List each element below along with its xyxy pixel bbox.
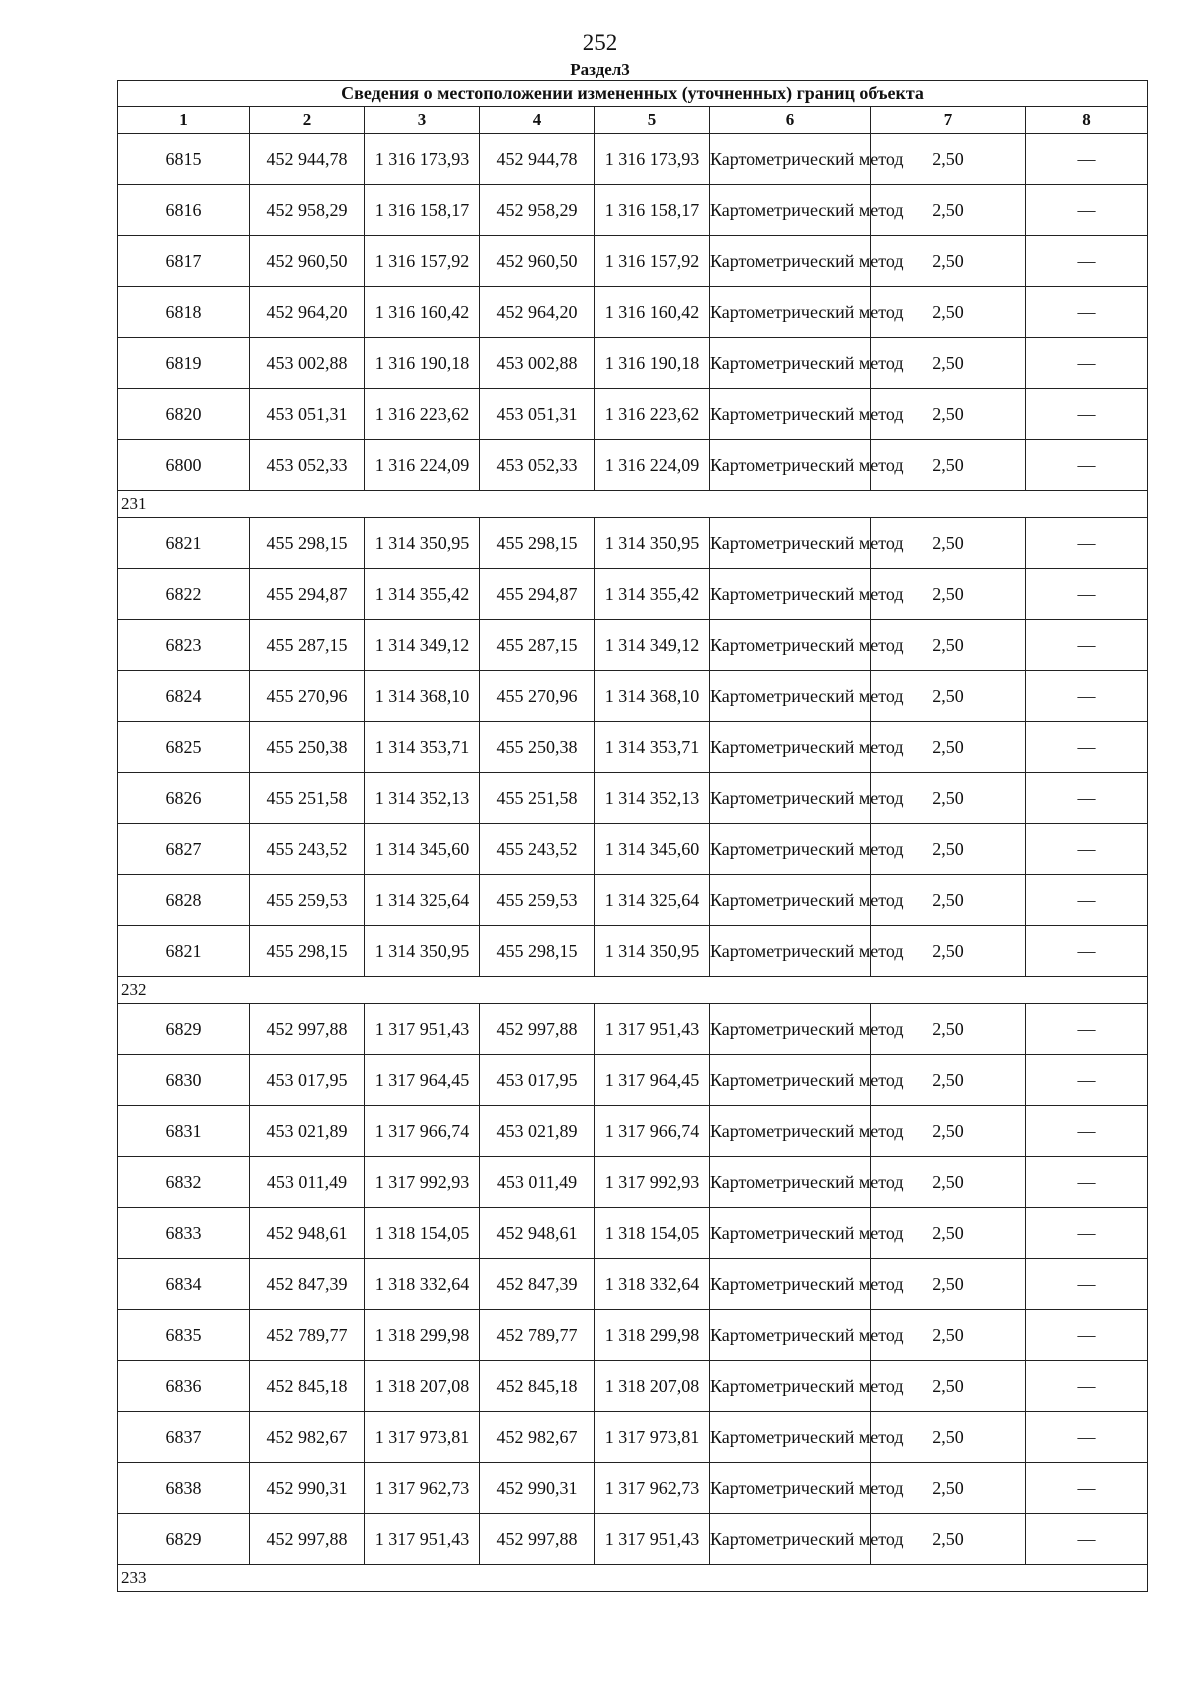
column-numbers-row [118,107,1148,134]
column-number: 1 [118,107,250,134]
accuracy: 2,50 [871,236,1026,287]
y-old: 1 318 154,05 [365,1208,480,1259]
method: Картометрический метод [710,875,871,926]
table-caption: Сведения о местоположении измененных (уточненных) границ объекта [118,81,1148,107]
method: Картометрический метод [710,620,871,671]
group-row [118,977,1148,1004]
method: Картометрический метод [710,1463,871,1514]
note-dash: — [1026,569,1148,620]
accuracy: 2,50 [871,1004,1026,1055]
point-number: 6822 [118,569,250,620]
accuracy: 2,50 [871,1514,1026,1565]
x-old: 452 789,77 [250,1310,365,1361]
table-row [118,1055,1148,1106]
accuracy: 2,50 [871,1463,1026,1514]
point-number: 6832 [118,1157,250,1208]
accuracy: 2,50 [871,287,1026,338]
y-new: 1 317 973,81 [595,1412,710,1463]
method: Картометрический метод [710,824,871,875]
accuracy: 2,50 [871,1157,1026,1208]
x-old: 452 997,88 [250,1004,365,1055]
x-new: 455 287,15 [480,620,595,671]
note-dash: — [1026,389,1148,440]
column-number: 4 [480,107,595,134]
accuracy: 2,50 [871,1055,1026,1106]
note-dash: — [1026,1055,1148,1106]
method: Картометрический метод [710,773,871,824]
table-row [118,1514,1148,1565]
x-new: 452 948,61 [480,1208,595,1259]
point-number: 6821 [118,926,250,977]
y-old: 1 317 992,93 [365,1157,480,1208]
method: Картометрический метод [710,518,871,569]
accuracy: 2,50 [871,338,1026,389]
y-new: 1 314 345,60 [595,824,710,875]
point-number: 6827 [118,824,250,875]
method: Картометрический метод [710,722,871,773]
note-dash: — [1026,824,1148,875]
table-row [118,287,1148,338]
y-new: 1 314 352,13 [595,773,710,824]
table-row [118,1310,1148,1361]
x-old: 452 997,88 [250,1514,365,1565]
note-dash: — [1026,722,1148,773]
point-number: 6823 [118,620,250,671]
x-old: 455 298,15 [250,926,365,977]
y-old: 1 314 368,10 [365,671,480,722]
accuracy: 2,50 [871,671,1026,722]
table-body [118,134,1148,1592]
x-old: 455 287,15 [250,620,365,671]
x-new: 453 002,88 [480,338,595,389]
group-row [118,491,1148,518]
x-new: 455 270,96 [480,671,595,722]
y-old: 1 314 349,12 [365,620,480,671]
point-number: 6826 [118,773,250,824]
method: Картометрический метод [710,1106,871,1157]
x-old: 455 251,58 [250,773,365,824]
y-old: 1 317 951,43 [365,1514,480,1565]
y-new: 1 316 223,62 [595,389,710,440]
y-new: 1 318 154,05 [595,1208,710,1259]
y-old: 1 316 224,09 [365,440,480,491]
table-row [118,134,1148,185]
method: Картометрический метод [710,926,871,977]
y-new: 1 314 350,95 [595,518,710,569]
column-number: 8 [1026,107,1148,134]
x-old: 452 948,61 [250,1208,365,1259]
x-old: 452 982,67 [250,1412,365,1463]
point-number: 6820 [118,389,250,440]
group-number: 233 [118,1565,1148,1592]
method: Картометрический метод [710,1004,871,1055]
y-new: 1 318 332,64 [595,1259,710,1310]
method: Картометрический метод [710,569,871,620]
x-new: 455 259,53 [480,875,595,926]
y-old: 1 314 325,64 [365,875,480,926]
x-old: 453 011,49 [250,1157,365,1208]
x-new: 455 298,15 [480,518,595,569]
accuracy: 2,50 [871,875,1026,926]
y-new: 1 316 160,42 [595,287,710,338]
y-new: 1 316 158,17 [595,185,710,236]
y-old: 1 317 951,43 [365,1004,480,1055]
y-new: 1 317 964,45 [595,1055,710,1106]
column-number: 3 [365,107,480,134]
x-new: 455 243,52 [480,824,595,875]
method: Картометрический метод [710,440,871,491]
table-row [118,338,1148,389]
note-dash: — [1026,671,1148,722]
note-dash: — [1026,1157,1148,1208]
point-number: 6800 [118,440,250,491]
point-number: 6836 [118,1361,250,1412]
table-row [118,1106,1148,1157]
y-new: 1 314 349,12 [595,620,710,671]
x-old: 453 017,95 [250,1055,365,1106]
table-row [118,440,1148,491]
table-row [118,236,1148,287]
group-number: 231 [118,491,1148,518]
x-old: 453 052,33 [250,440,365,491]
y-new: 1 317 962,73 [595,1463,710,1514]
x-old: 453 051,31 [250,389,365,440]
x-new: 452 845,18 [480,1361,595,1412]
table-row [118,1259,1148,1310]
point-number: 6829 [118,1004,250,1055]
point-number: 6830 [118,1055,250,1106]
y-new: 1 317 951,43 [595,1004,710,1055]
accuracy: 2,50 [871,773,1026,824]
method: Картометрический метод [710,134,871,185]
accuracy: 2,50 [871,620,1026,671]
table-row [118,389,1148,440]
accuracy: 2,50 [871,824,1026,875]
column-number: 5 [595,107,710,134]
accuracy: 2,50 [871,1412,1026,1463]
y-old: 1 318 207,08 [365,1361,480,1412]
x-old: 452 990,31 [250,1463,365,1514]
page-number: 252 [582,30,618,55]
table-row [118,926,1148,977]
x-new: 455 250,38 [480,722,595,773]
x-new: 455 294,87 [480,569,595,620]
x-new: 453 052,33 [480,440,595,491]
note-dash: — [1026,338,1148,389]
table-row [118,824,1148,875]
x-new: 452 944,78 [480,134,595,185]
y-new: 1 318 299,98 [595,1310,710,1361]
y-new: 1 314 368,10 [595,671,710,722]
x-old: 452 960,50 [250,236,365,287]
y-new: 1 314 350,95 [595,926,710,977]
y-old: 1 318 332,64 [365,1259,480,1310]
method: Картометрический метод [710,1157,871,1208]
method: Картометрический метод [710,1259,871,1310]
note-dash: — [1026,134,1148,185]
note-dash: — [1026,1463,1148,1514]
y-old: 1 318 299,98 [365,1310,480,1361]
accuracy: 2,50 [871,389,1026,440]
point-number: 6824 [118,671,250,722]
point-number: 6829 [118,1514,250,1565]
y-new: 1 314 325,64 [595,875,710,926]
y-new: 1 314 355,42 [595,569,710,620]
note-dash: — [1026,773,1148,824]
x-old: 453 021,89 [250,1106,365,1157]
table-row [118,875,1148,926]
note-dash: — [1026,1361,1148,1412]
y-old: 1 316 190,18 [365,338,480,389]
point-number: 6818 [118,287,250,338]
method: Картометрический метод [710,671,871,722]
point-number: 6817 [118,236,250,287]
accuracy: 2,50 [871,1259,1026,1310]
method: Картометрический метод [710,287,871,338]
point-number: 6821 [118,518,250,569]
accuracy: 2,50 [871,1106,1026,1157]
y-new: 1 317 992,93 [595,1157,710,1208]
x-new: 452 982,67 [480,1412,595,1463]
y-old: 1 314 353,71 [365,722,480,773]
accuracy: 2,50 [871,134,1026,185]
note-dash: — [1026,287,1148,338]
y-old: 1 316 173,93 [365,134,480,185]
x-old: 455 243,52 [250,824,365,875]
accuracy: 2,50 [871,440,1026,491]
table-row [118,1004,1148,1055]
accuracy: 2,50 [871,926,1026,977]
point-number: 6831 [118,1106,250,1157]
accuracy: 2,50 [871,722,1026,773]
method: Картометрический метод [710,236,871,287]
method: Картометрический метод [710,338,871,389]
y-old: 1 314 355,42 [365,569,480,620]
x-new: 453 021,89 [480,1106,595,1157]
x-new: 452 960,50 [480,236,595,287]
method: Картометрический метод [710,1361,871,1412]
y-old: 1 314 345,60 [365,824,480,875]
x-old: 452 944,78 [250,134,365,185]
x-old: 453 002,88 [250,338,365,389]
point-number: 6833 [118,1208,250,1259]
note-dash: — [1026,926,1148,977]
method: Картометрический метод [710,185,871,236]
x-new: 452 997,88 [480,1004,595,1055]
x-new: 455 251,58 [480,773,595,824]
y-new: 1 317 951,43 [595,1514,710,1565]
point-number: 6815 [118,134,250,185]
method: Картометрический метод [710,1208,871,1259]
point-number: 6828 [118,875,250,926]
group-number: 232 [118,977,1148,1004]
note-dash: — [1026,185,1148,236]
group-row [118,1565,1148,1592]
table-row [118,185,1148,236]
table-row [118,1157,1148,1208]
x-new: 453 011,49 [480,1157,595,1208]
x-old: 455 250,38 [250,722,365,773]
note-dash: — [1026,236,1148,287]
y-new: 1 314 353,71 [595,722,710,773]
x-old: 455 298,15 [250,518,365,569]
accuracy: 2,50 [871,518,1026,569]
column-number: 7 [871,107,1026,134]
accuracy: 2,50 [871,1310,1026,1361]
y-old: 1 317 973,81 [365,1412,480,1463]
table-row [118,1208,1148,1259]
note-dash: — [1026,1208,1148,1259]
note-dash: — [1026,1310,1148,1361]
x-new: 452 847,39 [480,1259,595,1310]
method: Картометрический метод [710,1310,871,1361]
point-number: 6819 [118,338,250,389]
method: Картометрический метод [710,1412,871,1463]
x-new: 453 017,95 [480,1055,595,1106]
table-row [118,1463,1148,1514]
x-new: 455 298,15 [480,926,595,977]
x-old: 452 847,39 [250,1259,365,1310]
x-new: 453 051,31 [480,389,595,440]
table-row [118,518,1148,569]
note-dash: — [1026,1004,1148,1055]
point-number: 6835 [118,1310,250,1361]
note-dash: — [1026,1106,1148,1157]
x-old: 455 270,96 [250,671,365,722]
note-dash: — [1026,1259,1148,1310]
x-old: 452 964,20 [250,287,365,338]
boundary-coordinates-table [117,80,1148,1592]
note-dash: — [1026,440,1148,491]
column-number: 2 [250,107,365,134]
method: Картометрический метод [710,389,871,440]
y-new: 1 316 157,92 [595,236,710,287]
table-row [118,722,1148,773]
table-row [118,773,1148,824]
x-old: 452 845,18 [250,1361,365,1412]
y-new: 1 318 207,08 [595,1361,710,1412]
x-new: 452 964,20 [480,287,595,338]
y-new: 1 316 224,09 [595,440,710,491]
note-dash: — [1026,1412,1148,1463]
table-row [118,1412,1148,1463]
y-old: 1 314 350,95 [365,926,480,977]
point-number: 6834 [118,1259,250,1310]
note-dash: — [1026,620,1148,671]
section-title: Раздел3 [570,60,630,79]
x-new: 452 997,88 [480,1514,595,1565]
accuracy: 2,50 [871,1361,1026,1412]
table-row [118,1361,1148,1412]
accuracy: 2,50 [871,185,1026,236]
table-row [118,569,1148,620]
column-number: 6 [710,107,871,134]
note-dash: — [1026,1514,1148,1565]
y-old: 1 316 158,17 [365,185,480,236]
table-row [118,620,1148,671]
x-old: 455 294,87 [250,569,365,620]
method: Картометрический метод [710,1514,871,1565]
y-new: 1 316 190,18 [595,338,710,389]
y-old: 1 316 223,62 [365,389,480,440]
x-old: 455 259,53 [250,875,365,926]
point-number: 6838 [118,1463,250,1514]
x-old: 452 958,29 [250,185,365,236]
note-dash: — [1026,518,1148,569]
x-new: 452 990,31 [480,1463,595,1514]
table-caption-row [118,81,1148,107]
point-number: 6816 [118,185,250,236]
table-row [118,671,1148,722]
point-number: 6837 [118,1412,250,1463]
method: Картометрический метод [710,1055,871,1106]
y-old: 1 317 966,74 [365,1106,480,1157]
y-old: 1 314 350,95 [365,518,480,569]
note-dash: — [1026,875,1148,926]
y-new: 1 317 966,74 [595,1106,710,1157]
x-new: 452 958,29 [480,185,595,236]
y-old: 1 316 157,92 [365,236,480,287]
point-number: 6825 [118,722,250,773]
accuracy: 2,50 [871,569,1026,620]
x-new: 452 789,77 [480,1310,595,1361]
y-old: 1 317 964,45 [365,1055,480,1106]
y-new: 1 316 173,93 [595,134,710,185]
y-old: 1 317 962,73 [365,1463,480,1514]
accuracy: 2,50 [871,1208,1026,1259]
y-old: 1 314 352,13 [365,773,480,824]
y-old: 1 316 160,42 [365,287,480,338]
